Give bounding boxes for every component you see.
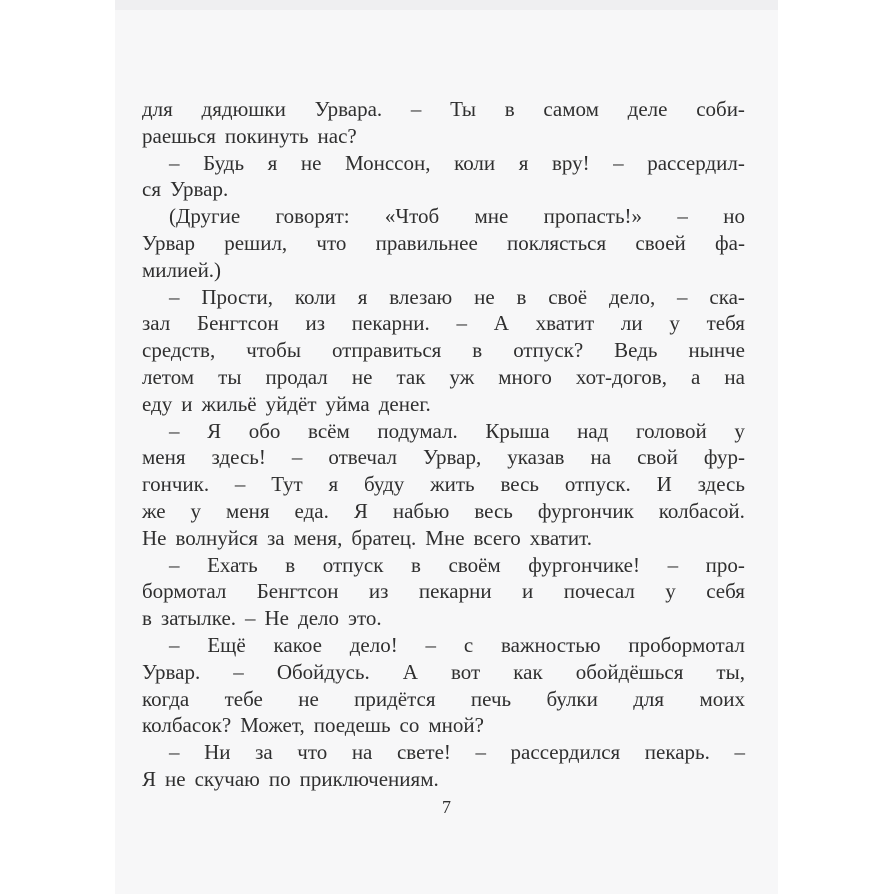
text-line: (Другие говорят: «Чтоб мне пропасть!» – но: [169, 204, 745, 229]
text-line: бормотал Бенгтсон из пекарни и почесал у себя: [142, 579, 745, 604]
body-text: [142, 96, 745, 793]
text-line: зал Бенгтсон из пекарни. – А хватит ли у тебя: [142, 311, 745, 336]
text-line: Не волнуйся за меня, братец. Мне всего хватит.: [142, 525, 592, 550]
text-line: Я не скучаю по приключениям.: [142, 766, 439, 791]
page-top-band: [115, 0, 778, 10]
text-line: – Прости, коли я влезаю не в своё дело, – ска-: [169, 284, 745, 309]
text-line: для дядюшки Урвара. – Ты в самом деле соби-: [142, 97, 745, 121]
text-line: – Ехать в отпуск в своём фургончике! – про-: [169, 552, 745, 577]
text-line: Урвар. – Обойдусь. А вот как обойдёшься ты,: [142, 659, 745, 684]
text-line: милией.): [142, 257, 222, 282]
text-line: – Ни за что на свете! – рассердился пекарь. –: [169, 740, 745, 765]
page-number: 7: [442, 797, 451, 817]
text-line: в затылке. – Не дело это.: [142, 606, 382, 631]
text-line: ся Урвар.: [142, 177, 229, 202]
text-line: меня здесь! – отвечал Урвар, указав на свой фур-: [142, 445, 745, 470]
text-line: еду и жильё уйдёт уйма денег.: [142, 391, 431, 416]
text-line: гончик. – Тут я буду жить весь отпуск. И здесь: [142, 472, 745, 497]
text-line: Урвар решил, что правильнее поклясться своей фа-: [142, 230, 745, 255]
text-line: колбасок? Может, поедешь со мной?: [142, 713, 484, 738]
text-line: же у меня еда. Я набью весь фургончик колбасой.: [142, 498, 745, 523]
text-line: летом ты продал не так уж много хот-догов, а на: [142, 364, 745, 389]
text-line: – Я обо всём подумал. Крыша над головой у: [169, 418, 745, 443]
text-line: когда тебе не придётся печь булки для моих: [142, 686, 745, 711]
text-line: средств, чтобы отправиться в отпуск? Ведь нынче: [142, 338, 745, 363]
text-line: – Будь я не Монссон, коли я вру! – рассердил-: [169, 150, 745, 175]
text-line: раешься покинуть нас?: [142, 123, 357, 148]
book-page: [115, 0, 778, 894]
text-line: – Ещё какое дело! – с важностью пробормотал: [169, 632, 745, 657]
